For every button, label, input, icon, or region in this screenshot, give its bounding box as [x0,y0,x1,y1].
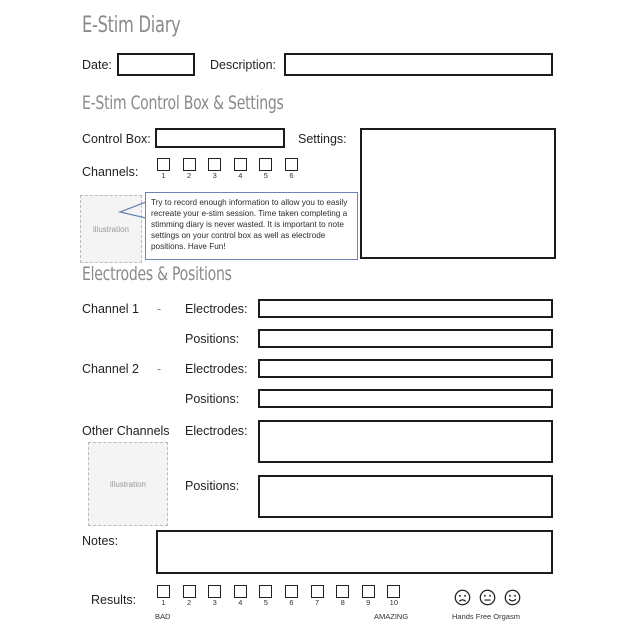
channel-checkbox-group [157,158,298,180]
rating-checkbox-5[interactable] [259,585,272,607]
rating-number: 7 [314,598,320,607]
channel1-dash: - [157,302,162,316]
date-label: Date: [82,58,112,72]
rating-high-label: AMAZING [374,612,409,621]
other-positions-label: Positions: [185,479,240,493]
page-title: E-Stim Diary [82,13,181,38]
notes-field[interactable] [156,530,553,574]
channel-number: 2 [187,171,192,180]
rating-number: 9 [366,598,371,607]
rating-checkbox-2[interactable] [183,585,196,607]
channel2-positions-field[interactable] [258,389,553,408]
neutral-face-icon[interactable] [479,589,496,606]
orgasm-faces-group [454,589,521,606]
results-rating-group [157,585,400,607]
callout-pointer-icon [118,200,148,220]
channel2-dash: - [157,362,162,376]
other-electrodes-label: Electrodes: [185,424,248,438]
control-box-field[interactable] [155,128,285,148]
channel-number: 5 [263,171,268,180]
other-positions-field[interactable] [258,475,553,518]
rating-number: 8 [340,598,345,607]
channel-checkbox-5[interactable] [259,158,272,180]
channel2-electrodes-field[interactable] [258,359,553,378]
rating-number: 2 [187,598,192,607]
results-label: Results: [91,593,137,607]
settings-label: Settings: [298,132,347,146]
notes-label: Notes: [82,534,119,548]
channel-checkbox-6[interactable] [285,158,298,180]
rating-number: 5 [263,598,268,607]
channel-checkbox-1[interactable] [157,158,170,180]
rating-checkbox-10[interactable] [387,585,400,607]
rating-checkbox-7[interactable] [311,585,324,607]
channels-label: Channels: [82,165,139,179]
channel1-electrodes-label: Electrodes: [185,302,248,316]
illustration-placeholder: illustration [88,442,168,526]
channel2-positions-label: Positions: [185,392,240,406]
channel-number: 4 [238,171,243,180]
control-section-heading: E-Stim Control Box & Settings [82,92,284,114]
channel1-label: Channel 1 [82,302,139,316]
control-box-label: Control Box: [82,132,151,146]
tip-callout: Try to record enough information to allow you to easily recreate your e-stim session. Time taken completing a stimming diary is never wasted. It is important to note settings on your control box as well as electrode positions. Have Fun! [145,192,358,260]
rating-checkbox-6[interactable] [285,585,298,607]
rating-checkbox-4[interactable] [234,585,247,607]
rating-number: 6 [289,598,294,607]
description-label: Description: [210,58,276,72]
channel2-electrodes-label: Electrodes: [185,362,248,376]
rating-checkbox-9[interactable] [362,585,375,607]
settings-field[interactable] [360,128,556,259]
channel-checkbox-4[interactable] [234,158,247,180]
channel-number: 3 [212,171,217,180]
rating-number: 10 [389,598,399,607]
date-field[interactable] [117,53,195,76]
rating-number: 1 [161,598,166,607]
other-electrodes-field[interactable] [258,420,553,463]
other-channels-label: Other Channels [82,424,170,438]
channel-checkbox-2[interactable] [183,158,196,180]
rating-number: 3 [212,598,217,607]
rating-number: 4 [238,598,243,607]
description-field[interactable] [284,53,553,76]
faces-caption: Hands Free Orgasm [452,612,520,621]
illustration-placeholder: illustration [80,195,142,263]
rating-checkbox-8[interactable] [336,585,349,607]
channel1-positions-label: Positions: [185,332,240,346]
channel1-electrodes-field[interactable] [258,299,553,318]
sad-face-icon[interactable] [454,589,471,606]
channel1-positions-field[interactable] [258,329,553,348]
electrodes-section-heading: Electrodes & Positions [82,263,232,285]
happy-face-icon[interactable] [504,589,521,606]
rating-checkbox-1[interactable] [157,585,170,607]
rating-checkbox-3[interactable] [208,585,221,607]
rating-low-label: BAD [155,612,171,621]
channel-checkbox-3[interactable] [208,158,221,180]
channel-number: 1 [161,171,166,180]
channel-number: 6 [289,171,294,180]
channel2-label: Channel 2 [82,362,139,376]
